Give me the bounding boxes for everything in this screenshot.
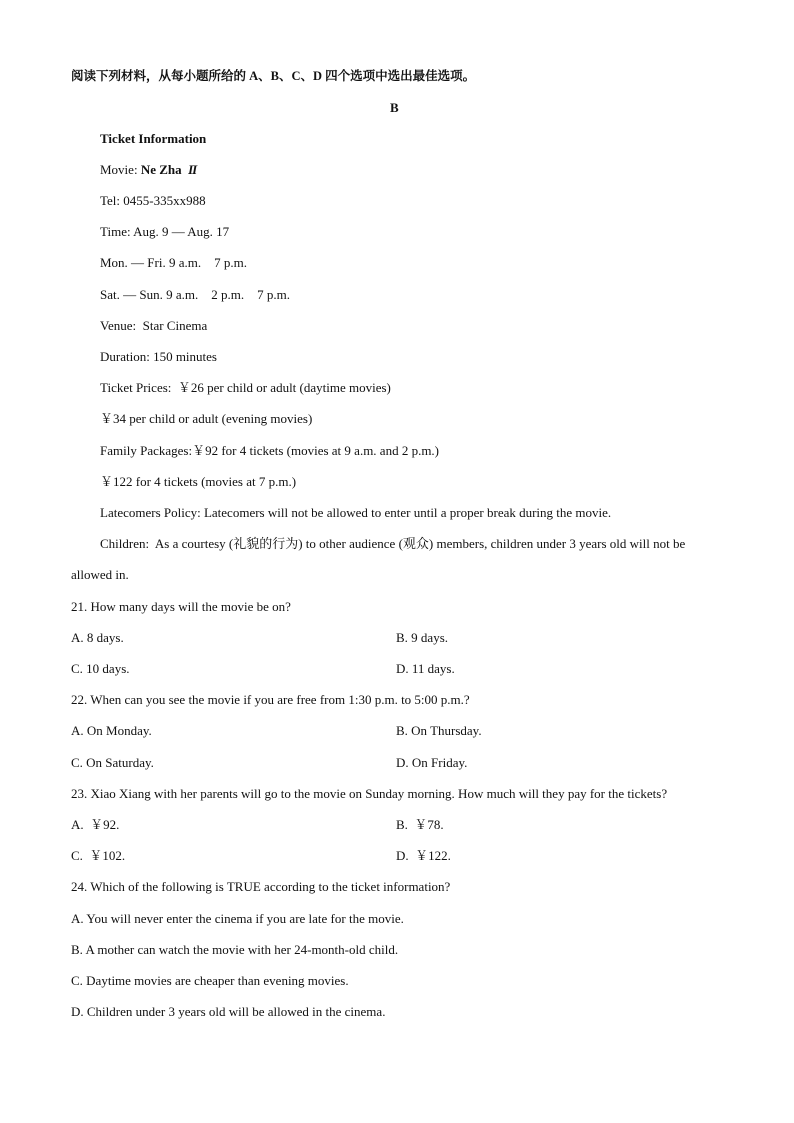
option-d: D. ￥122. (396, 848, 451, 863)
option-c: C. Daytime movies are cheaper than evening movies. (71, 973, 349, 988)
movie-title: Ne Zha (140, 162, 182, 177)
prices-evening: ￥34 per child or adult (evening movies) (100, 411, 313, 426)
instruction: 阅读下列材料，从每小题所给的 A、B、C、D 四个选项中选出最佳选项。 (71, 69, 476, 83)
section-letter: B (390, 100, 399, 115)
prices-day: Ticket Prices: ￥26 per child or adult (daytime movies) (100, 380, 391, 395)
option-c: C. ￥102. (71, 848, 126, 863)
children-policy-line1: Children: As a courtesy (礼貌的行为) to other audience (观众) members, children under 3 years old will not be (100, 536, 686, 551)
option-a: A. 8 days. (71, 630, 124, 645)
movie-numeral: II (188, 162, 197, 177)
movie-label: Movie: (100, 162, 141, 177)
option-d: D. Children under 3 years old will be allowed in the cinema. (71, 1004, 386, 1019)
option-c: C. 10 days. (71, 661, 130, 676)
venue-line: Venue: Star Cinema (100, 318, 208, 333)
option-a: A. You will never enter the cinema if you are late for the movie. (71, 911, 404, 926)
question-stem: 24. Which of the following is TRUE according to the ticket information? (71, 879, 451, 894)
option-b: B. A mother can watch the movie with her 24-month-old child. (71, 942, 399, 957)
option-b: B. ￥78. (396, 817, 444, 832)
option-b: B. On Thursday. (396, 723, 482, 738)
ticket-heading: Ticket Information (100, 131, 207, 146)
children-policy-line2: allowed in. (71, 567, 129, 582)
option-a: A. On Monday. (71, 723, 152, 738)
tel-line: Tel: 0455-335xx988 (100, 193, 206, 208)
family-evening: ￥122 for 4 tickets (movies at 7 p.m.) (100, 474, 297, 489)
movie-line (100, 162, 196, 178)
time-line: Time: Aug. 9 — Aug. 17 (100, 224, 230, 239)
option-b: B. 9 days. (396, 630, 448, 645)
option-d: D. 11 days. (396, 661, 455, 676)
question-stem: 22. When can you see the movie if you are free from 1:30 p.m. to 5:00 p.m.? (71, 692, 470, 707)
option-d: D. On Friday. (396, 755, 468, 770)
option-a: A. ￥92. (71, 817, 120, 832)
latecomers-policy: Latecomers Policy: Latecomers will not be allowed to enter until a proper break during the movie. (100, 505, 612, 520)
duration-line: Duration: 150 minutes (100, 349, 217, 364)
question-stem: 21. How many days will the movie be on? (71, 599, 291, 614)
option-c: C. On Saturday. (71, 755, 154, 770)
weekday-times: Mon. — Fri. 9 a.m. 7 p.m. (100, 255, 247, 270)
family-day: Family Packages:￥92 for 4 tickets (movies at 9 a.m. and 2 p.m.) (100, 443, 440, 458)
weekend-times: Sat. — Sun. 9 a.m. 2 p.m. 7 p.m. (100, 287, 290, 302)
question-stem: 23. Xiao Xiang with her parents will go to the movie on Sunday morning. How much will they pay for the tickets? (71, 786, 668, 801)
